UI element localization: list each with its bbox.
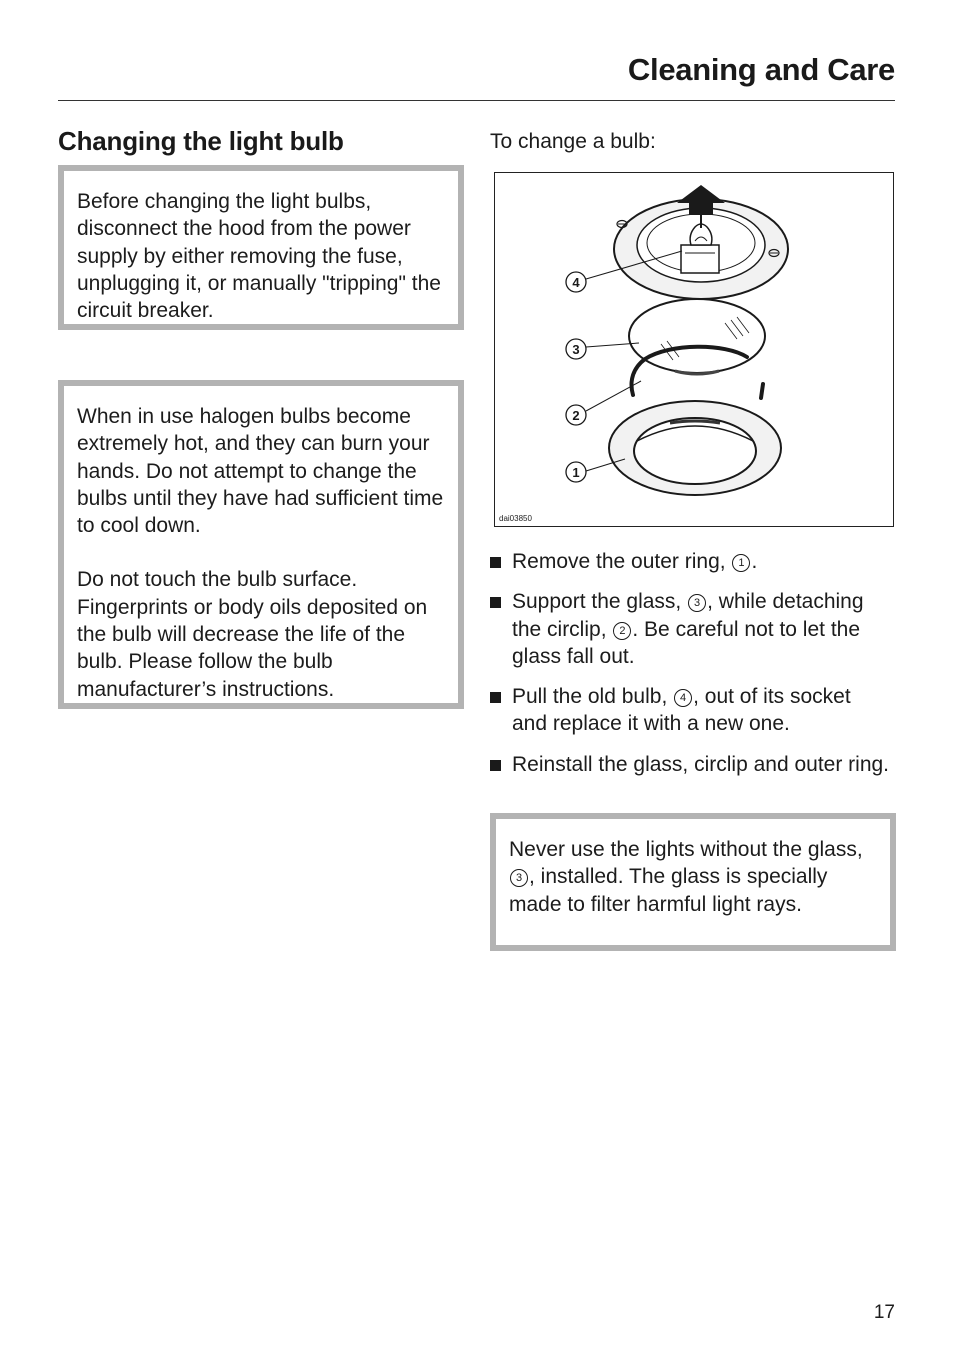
step-text: . Be careful not to let the glass fall out. [512,617,861,668]
section-title: Changing the light bulb [58,126,344,156]
glass-warning-text [509,836,878,918]
step-text: . [751,550,758,573]
circled-number: 4 [674,689,692,707]
callout-4 [566,272,586,292]
square-bullet-icon [490,597,501,608]
callout-label-1: 1 [572,465,580,480]
callout-2 [566,405,586,425]
step-text: Reinstall the glass, circlip and outer ring. [512,752,890,776]
power-warning-text: Before changing the light bulbs, disconnect the hood from the power supply by either removing the fuse, unplugging it, or manually "tripping" the circuit breaker. [77,190,441,323]
outer-ring-drawing [609,401,781,495]
callout-label-2: 2 [572,408,580,423]
note-text: , installed. The glass is specially made to filter harmful light rays. [509,865,828,916]
step-text: Remove the outer ring, [512,550,732,573]
callout-1 [566,462,586,482]
page-number: 17 [873,1302,895,1323]
instruction-steps [490,548,890,791]
power-warning-box [58,165,464,330]
circled-number: 3 [688,594,706,612]
page-header-title: Cleaning and Care [627,52,895,87]
exploded-view-illustration [495,173,892,525]
step-item [490,751,890,778]
glass-warning-box [490,813,896,951]
step-text: , out of its socket and replace it with a new one. [512,685,851,736]
callout-3 [566,339,586,359]
step-text: Pull the old bulb, [512,685,674,709]
step-text: , while detaching the circlip, [512,590,864,641]
note-text: Never use the lights without the glass, [509,838,863,861]
step-item [490,548,890,575]
halogen-warning-box [58,380,464,709]
circled-number: 1 [732,554,750,572]
circled-number: 3 [510,869,528,887]
step-item [490,588,890,670]
callout-label-4: 4 [572,275,580,290]
circled-number: 2 [613,622,631,640]
square-bullet-icon [490,557,501,568]
hot-bulb-warning-text: When in use halogen bulbs become extremely hot, and they can burn your hands. Do not attempt to change the bulbs until they have had sufficient time to cool down. [77,405,444,538]
header-divider [58,100,895,101]
step-text: Support the glass, [512,590,688,614]
figure-code: dai03850 [499,514,532,523]
bulb-touch-warning-text: Do not touch the bulb surface. Fingerprints or body oils deposited on the bulb will decrease the life of the bulb. Please follow the bulb manufacturer’s instructions. [77,568,428,701]
step-item [490,683,890,738]
glass-disc-drawing [629,299,765,374]
instructions-intro: To change a bulb: [490,130,656,153]
callout-label-3: 3 [572,342,580,357]
square-bullet-icon [490,760,501,771]
square-bullet-icon [490,692,501,703]
bulb-assembly-diagram [494,172,894,527]
